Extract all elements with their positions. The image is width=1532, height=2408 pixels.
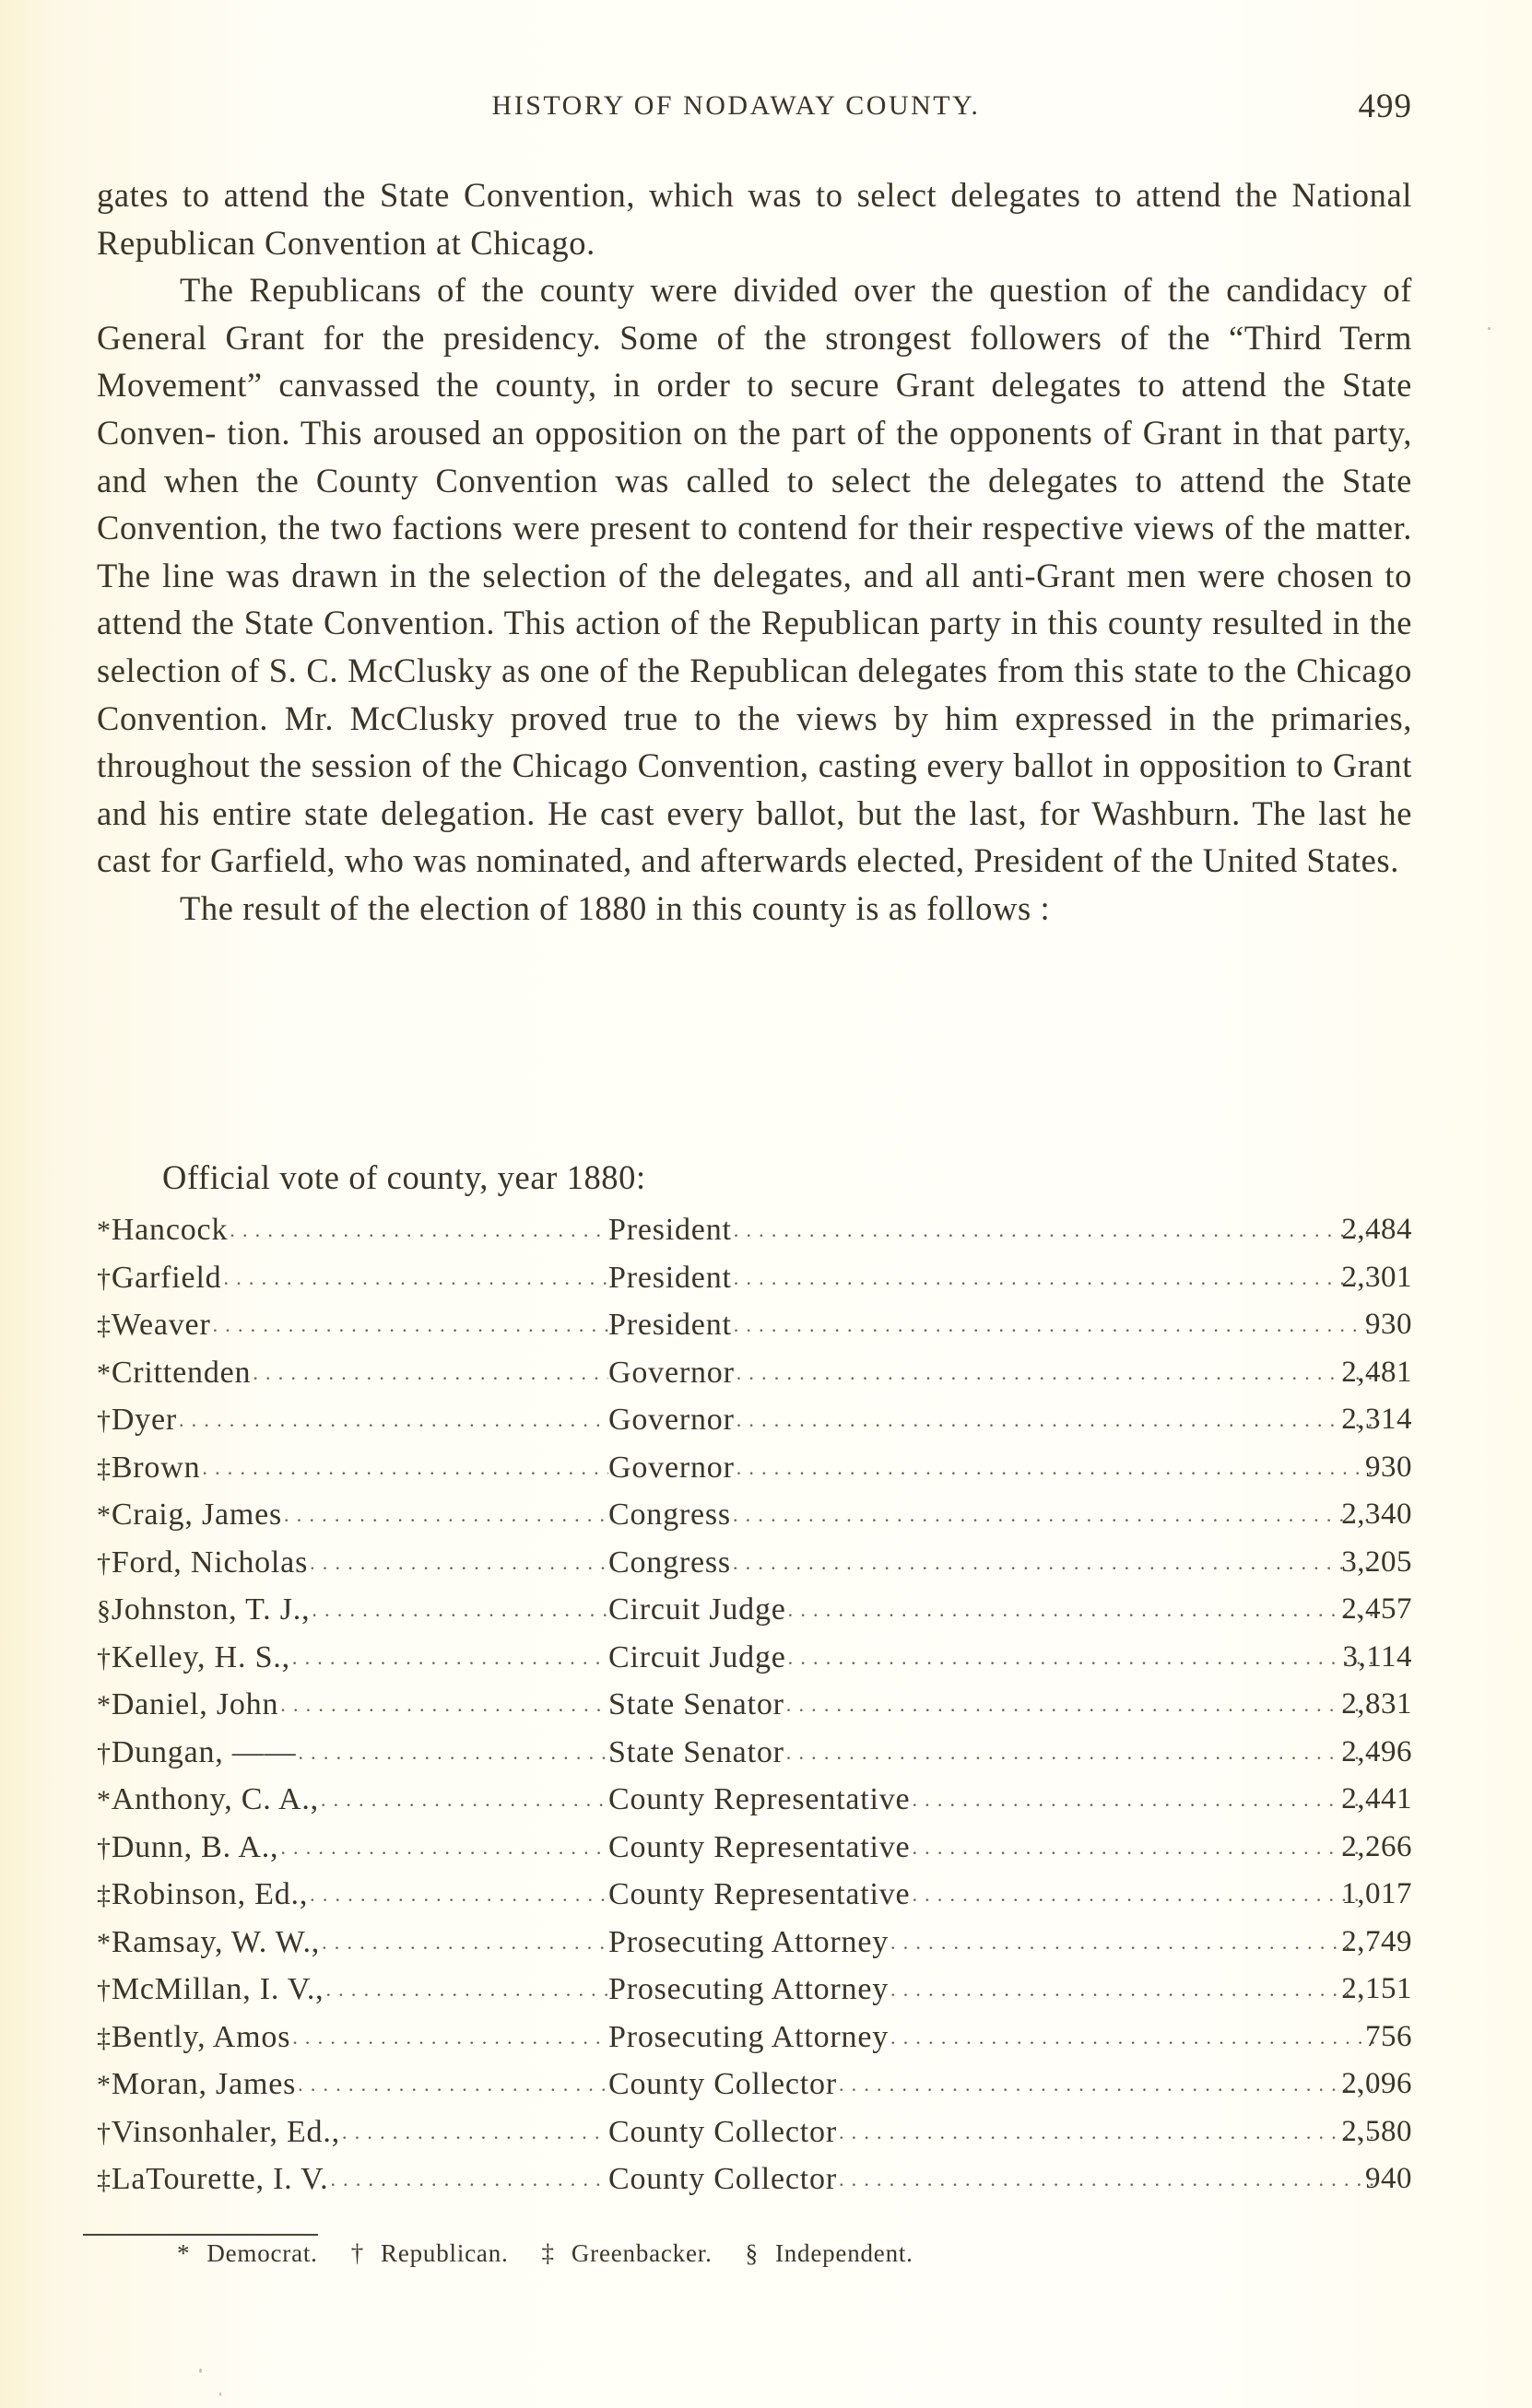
party-marker: ‡	[97, 1880, 112, 1910]
vote-table-row	[97, 1966, 1412, 2014]
dot-leader	[734, 1206, 1375, 1254]
candidate-name: Brown	[111, 1450, 201, 1485]
office-cell	[608, 1396, 1375, 1444]
dot-leader	[912, 1871, 1375, 1919]
dot-leader	[734, 1254, 1375, 1302]
office-cell	[608, 1919, 1375, 1967]
office-cell	[608, 1634, 1375, 1682]
vote-table-row	[97, 1206, 1412, 1254]
vote-count: 930	[1365, 1450, 1412, 1484]
paper-speck	[199, 2368, 202, 2373]
dot-leader	[839, 2061, 1375, 2108]
office-cell	[608, 2061, 1375, 2108]
party-marker: †	[97, 1737, 112, 1768]
vote-table-row	[97, 1301, 1412, 1349]
party-marker: †	[97, 1832, 112, 1863]
dot-leader	[284, 1491, 608, 1540]
office-name: Prosecuting Attorney	[608, 2019, 890, 2054]
vote-count: 940	[1365, 2162, 1412, 2195]
legend-item	[177, 2239, 335, 2267]
running-title: HISTORY OF NODAWAY COUNTY.	[491, 90, 981, 121]
legend-marker: ‡	[541, 2239, 555, 2267]
dot-leader	[179, 1396, 608, 1445]
vote-table-row	[97, 1349, 1412, 1397]
vote-table-row	[97, 2108, 1412, 2156]
dot-leader	[202, 1444, 608, 1493]
dot-leader	[788, 1634, 1375, 1682]
party-marker: *	[97, 2070, 112, 2100]
dot-leader	[788, 1586, 1375, 1634]
vote-count: 1,017	[1341, 1877, 1412, 1910]
vote-count: 2,441	[1341, 1782, 1412, 1815]
paragraph-election-result-intro: The result of the election of 1880 in this county is as follows :	[180, 888, 1051, 927]
office-name: Governor	[608, 1450, 735, 1485]
dot-leader	[322, 1919, 608, 1968]
candidate-name: Kelley, H. S.,	[111, 1639, 290, 1674]
dot-leader	[890, 1919, 1375, 1967]
party-marker: *	[97, 1690, 112, 1721]
office-name: President	[608, 1213, 732, 1247]
party-marker: *	[97, 1785, 112, 1815]
candidate-name: Dungan, ——	[111, 1734, 297, 1769]
party-marker: *	[97, 1500, 112, 1531]
vote-table-row	[97, 1729, 1412, 1777]
dot-leader	[890, 1966, 1375, 2014]
candidate-cell	[97, 1634, 608, 1683]
candidate-name: Ramsay, W. W.,	[111, 1924, 321, 1959]
dot-leader	[734, 1301, 1375, 1349]
legend-item	[746, 2239, 930, 2267]
vote-count: 3,114	[1342, 1639, 1412, 1674]
dot-leader	[321, 1776, 608, 1825]
dot-leader	[733, 1539, 1375, 1587]
party-legend	[177, 2239, 947, 2268]
dot-leader	[292, 1634, 608, 1683]
vote-table-row	[97, 1634, 1412, 1682]
office-name: Circuit Judge	[608, 1639, 786, 1674]
candidate-cell	[97, 1919, 608, 1968]
office-cell	[608, 1301, 1375, 1349]
candidate-cell	[97, 1729, 608, 1778]
dot-leader	[292, 2014, 608, 2062]
legend-marker: *	[177, 2239, 191, 2267]
legend-marker: §	[745, 2239, 759, 2267]
vote-table	[97, 1206, 1412, 2203]
candidate-name: Craig, James	[111, 1498, 283, 1532]
office-cell	[608, 1681, 1375, 1729]
dot-leader	[737, 1444, 1375, 1492]
office-cell	[608, 1444, 1375, 1492]
vote-table-row	[97, 1871, 1412, 1919]
party-marker: †	[97, 1975, 112, 2005]
office-cell	[608, 1966, 1375, 2014]
candidate-cell	[97, 1871, 608, 1920]
vote-table-row	[97, 1776, 1412, 1824]
vote-count: 2,151	[1341, 1972, 1412, 2005]
candidate-cell	[97, 1254, 608, 1303]
candidate-name: Johnston, T. J.,	[111, 1592, 311, 1627]
office-cell	[608, 1539, 1375, 1587]
dot-leader	[280, 1824, 608, 1873]
office-name: County Representative	[608, 1829, 911, 1864]
office-name: Congress	[608, 1498, 731, 1532]
legend-item	[351, 2239, 525, 2267]
vote-table-row	[97, 2014, 1412, 2061]
candidate-cell	[97, 1966, 608, 2014]
candidate-cell	[97, 1491, 608, 1540]
office-name: County Collector	[608, 2114, 837, 2149]
candidate-name: Dunn, B. A.,	[111, 1829, 279, 1864]
legend-label: Independent.	[774, 2239, 913, 2267]
candidate-cell	[97, 1301, 608, 1350]
dot-leader	[298, 2061, 608, 2109]
dot-leader	[230, 1206, 608, 1255]
candidate-name: Vinsonhaler, Ed.,	[111, 2114, 340, 2149]
candidate-cell	[97, 1206, 608, 1255]
vote-table-row	[97, 1824, 1412, 1872]
candidate-name: Weaver	[111, 1308, 211, 1342]
office-cell	[608, 1729, 1375, 1777]
office-cell	[608, 1349, 1375, 1397]
candidate-name: Garfield	[111, 1260, 222, 1295]
party-marker: §	[97, 1595, 112, 1626]
vote-count: 2,496	[1341, 1734, 1412, 1768]
office-name: County Representative	[608, 1782, 911, 1816]
candidate-name: Anthony, C. A.,	[111, 1782, 319, 1816]
dot-leader	[253, 1349, 608, 1398]
legend-item	[542, 2239, 729, 2267]
party-marker: †	[97, 1263, 112, 1294]
party-marker: ‡	[97, 2022, 112, 2053]
party-marker: †	[97, 1547, 112, 1579]
office-name: State Senator	[608, 1687, 784, 1721]
vote-table-row	[97, 1539, 1412, 1587]
office-name: Governor	[608, 1355, 735, 1390]
candidate-cell	[97, 1349, 608, 1398]
party-marker: †	[97, 2117, 112, 2148]
vote-table-row	[97, 1586, 1412, 1634]
dot-leader	[298, 1729, 608, 1778]
office-cell	[608, 1206, 1375, 1254]
office-name: Circuit Judge	[608, 1592, 786, 1627]
page-number: 499	[1358, 88, 1412, 125]
footnote-rule	[83, 2234, 318, 2236]
party-marker: ‡	[97, 1310, 112, 1341]
candidate-cell	[97, 1444, 608, 1493]
candidate-name: Dyer	[111, 1403, 177, 1437]
candidate-name: Daniel, John	[111, 1687, 279, 1721]
party-marker: *	[97, 1357, 112, 1389]
vote-table-row	[97, 1254, 1412, 1302]
candidate-name: Moran, James	[111, 2067, 297, 2101]
vote-count: 2,266	[1341, 1829, 1412, 1863]
vote-table-row	[97, 1919, 1412, 1967]
legend-marker: †	[350, 2239, 365, 2267]
body-text	[97, 171, 1412, 933]
legend-label: Republican.	[381, 2239, 509, 2267]
vote-count: 2,340	[1341, 1498, 1412, 1531]
dot-leader	[310, 1539, 608, 1588]
candidate-name: LaTourette, I. V.	[111, 2162, 329, 2196]
vote-count: 756	[1365, 2019, 1412, 2053]
dot-leader	[890, 2014, 1375, 2061]
candidate-cell	[97, 2014, 608, 2062]
office-cell	[608, 1871, 1375, 1919]
office-name: Congress	[608, 1545, 731, 1580]
dot-leader	[737, 1349, 1375, 1397]
party-marker: †	[97, 1642, 112, 1674]
vote-table-row	[97, 1681, 1412, 1729]
vote-count: 3,205	[1341, 1545, 1412, 1579]
office-name: Prosecuting Attorney	[608, 1924, 890, 1959]
candidate-cell	[97, 1539, 608, 1588]
vote-count: 2,457	[1341, 1592, 1412, 1626]
dot-leader	[839, 2108, 1375, 2156]
office-cell	[608, 1586, 1375, 1634]
paper-speck	[219, 2392, 221, 2396]
candidate-cell	[97, 1586, 608, 1635]
candidate-name: Bently, Amos	[111, 2019, 291, 2054]
candidate-cell	[97, 1776, 608, 1825]
table-caption: Official vote of county, year 1880:	[162, 1158, 646, 1196]
party-marker: †	[97, 1405, 112, 1436]
candidate-name: Hancock	[111, 1213, 229, 1247]
dot-leader	[786, 1681, 1375, 1729]
vote-table-row	[97, 2155, 1412, 2203]
candidate-cell	[97, 1396, 608, 1445]
dot-leader	[912, 1824, 1375, 1872]
candidate-cell	[97, 1824, 608, 1873]
office-name: State Senator	[608, 1734, 784, 1769]
office-cell	[608, 2014, 1375, 2061]
candidate-cell	[97, 2108, 608, 2157]
legend-label: Greenbacker.	[571, 2239, 713, 2267]
candidate-name: Ford, Nicholas	[111, 1545, 309, 1580]
party-marker: ‡	[97, 2165, 112, 2195]
dot-leader	[733, 1491, 1375, 1539]
legend-label: Democrat.	[206, 2239, 318, 2267]
office-name: President	[608, 1260, 732, 1295]
vote-count: 2,484	[1341, 1213, 1412, 1246]
vote-table-row	[97, 1491, 1412, 1539]
vote-count: 2,580	[1341, 2114, 1412, 2148]
party-marker: *	[97, 1216, 112, 1246]
office-cell	[608, 2155, 1375, 2203]
vote-count: 2,301	[1341, 1260, 1412, 1294]
dot-leader	[912, 1776, 1375, 1824]
office-name: County Representative	[608, 1877, 911, 1911]
vote-table-row	[97, 2061, 1412, 2108]
candidate-name: Robinson, Ed.,	[111, 1877, 309, 1911]
office-cell	[608, 1491, 1375, 1539]
party-marker: *	[97, 1927, 112, 1958]
office-name: Governor	[608, 1403, 735, 1437]
office-cell	[608, 2108, 1375, 2156]
vote-count: 2,314	[1341, 1403, 1412, 1436]
dot-leader	[213, 1301, 608, 1350]
candidate-cell	[97, 1681, 608, 1730]
paragraph-continuation: gates to attend the State Convention, which was to select delegates to attend the National Republican Convention at Chicago.	[97, 176, 1412, 262]
vote-count: 2,831	[1341, 1687, 1412, 1721]
dot-leader	[224, 1254, 609, 1303]
office-name: County Collector	[608, 2067, 837, 2101]
vote-count: 2,096	[1341, 2067, 1412, 2100]
party-marker: ‡	[97, 1452, 112, 1484]
dot-leader	[737, 1396, 1375, 1444]
dot-leader	[839, 2155, 1375, 2203]
vote-count: 2,481	[1341, 1355, 1412, 1389]
dot-leader	[310, 1871, 608, 1920]
paragraph-republican-division: The Republicans of the county were divided over the question of the candidacy of General Grant for the presidency. Some of the strongest followers of the “Third Term Movement” canvassed the county, in order to secure Grant delegates to attend the State Conven- tion. This aroused an opposition on the part of the opponents of Grant in that party, and when the County Convention was called to select the delegates to attend the State Convention, the two factions were present to contend for their respective views of the matter. The line was drawn in the selection of the delegates, and all anti-Grant men were chosen to attend the State Convention. This action of the Republican party in this county resulted in the selection of S. C. McClusky as one of the Republican delegates from this state to the Chicago Convention. Mr. McClusky proved true to the views by him expressed in the primaries, throughout the session of the Chicago Convention, casting every ballot in opposition to Grant and his entire state delegation. He cast every ballot, but the last, for Washburn. The last he cast for Garfield, who was nominated, and afterwards elected, President of the United States.	[97, 271, 1412, 880]
candidate-name: McMillan, I. V.,	[111, 1972, 324, 2006]
dot-leader	[312, 1586, 608, 1635]
paper-speck	[1488, 327, 1491, 330]
candidate-cell	[97, 2061, 608, 2109]
dot-leader	[330, 2155, 608, 2204]
dot-leader	[342, 2108, 608, 2157]
dot-leader	[786, 1729, 1375, 1777]
office-cell	[608, 1824, 1375, 1872]
office-name: Prosecuting Attorney	[608, 1972, 890, 2006]
candidate-cell	[97, 2155, 608, 2204]
vote-table-row	[97, 1396, 1412, 1444]
vote-table-row	[97, 1444, 1412, 1492]
office-cell	[608, 1254, 1375, 1302]
dot-leader	[280, 1681, 608, 1730]
office-name: President	[608, 1308, 732, 1342]
vote-count: 930	[1365, 1308, 1412, 1341]
dot-leader	[325, 1966, 608, 2014]
office-name: County Collector	[608, 2162, 837, 2196]
vote-count: 2,749	[1341, 1924, 1412, 1958]
office-cell	[608, 1776, 1375, 1824]
running-head	[97, 87, 1412, 127]
candidate-name: Crittenden	[111, 1355, 252, 1390]
